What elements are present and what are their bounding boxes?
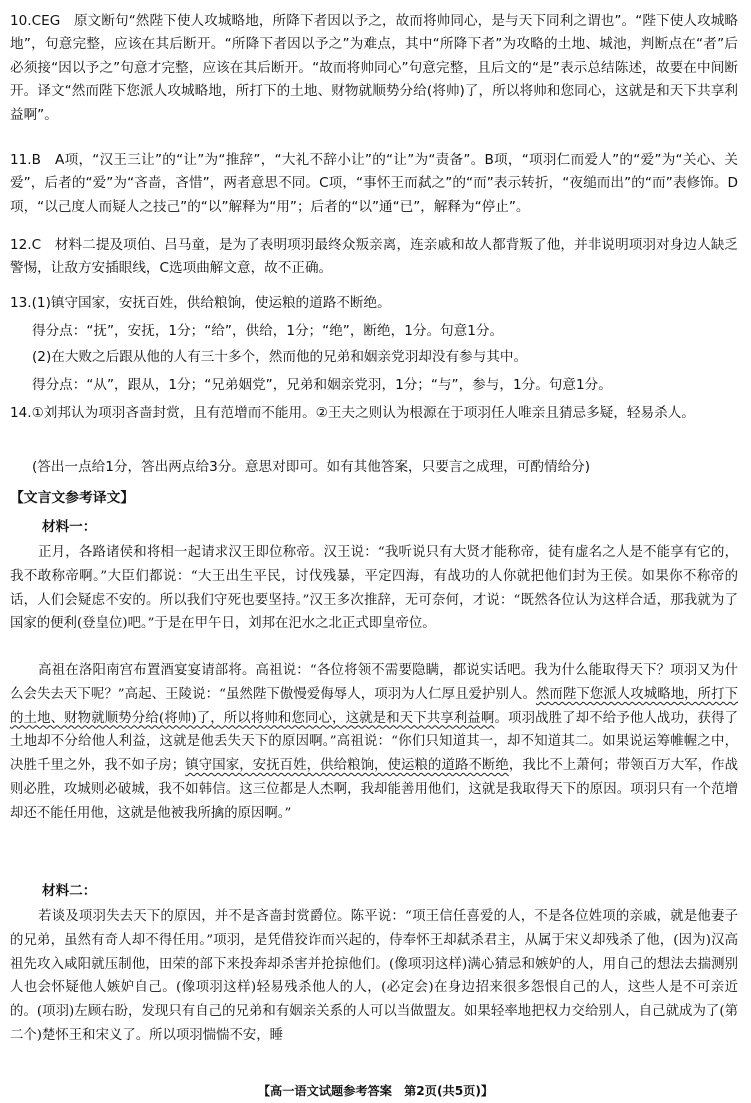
answer-13-1-scoring: 得分点：“抚”，安抚，1分；“给”，供给，1分；“绝”，断绝，1分。句意1分。 [32, 323, 504, 339]
material-1-paragraph-1: 正月，各路诸侯和将相一起请求汉王即位称帝。汉王说：“我听说只有大贤才能称帝，徒有虚名之人是不能享有它的，我不敢称帝啊。”大臣们都说：“大王出生平民，讨伐残暴，平定四海，有战功的人你就把他们封为王侯。如果你不称帝的话，人们会疑虑不安的。所以我们守死也要坚持。”汉王多次推辞，无可奈何，才说：“既然各位认为这样合适，那我就为了国家的便利(登皇位)吧。”于是在甲午日，刘邦在汜水之北正式即皇帝位。 [10, 545, 738, 632]
m1p2-wavy-sentence-2: 镇守国家，安抚百姓，供给粮饷，使运粮的道路不断绝 [185, 758, 509, 774]
material-2-label: 材料二： [42, 883, 97, 899]
material-1-paragraph-2 [10, 659, 738, 826]
answer-13-2: (2)在大败之后跟从他的人有三十多个，然而他的兄弟和姻亲党羽却没有参与其中。 [32, 349, 528, 365]
answer-12: 12.C 材料二提及项伯、吕马童，是为了表明项羽最终众叛亲离，连亲戚和故人都背叛了他，并非说明项羽对身边人缺乏警惕，让敌方安插眼线，C选项曲解文意，故不正确。 [10, 237, 738, 277]
answer-10: 10.CEG 原文断句“然陛下使人攻城略地，所降下者因以予之，故而将帅同心，是与天下同利之谓也”。“陛下使人攻城略地”，句意完整，应该在其后断开。“所降下者因以予之”为难点，其中“所降下者”为攻略的土地、城池，判断点在“者”后必须接“因以予之”句意才完整，应该在其后断开。“故而将帅同心”句意完整，且后文的“是”表示总结陈述，故要在中间断开。译文“然而陛下您派人攻城略地，所打下的土地、财物就顺势分给(将帅)了，所以将帅和您同心，这就是和天下共享利益啊”。 [10, 13, 738, 123]
answer-13-2-scoring: 得分点：“从”，跟从，1分；“兄弟姻党”，兄弟和姻亲党羽，1分；“与”，参与，1分。句意1分。 [32, 377, 612, 393]
m1p2-wavy-sentence-1: 然而陛下您派人攻城略地，所打下的土地、财物就顺势分给(将帅)了，所以将帅和您同心，这就是和天下共享利益啊 [10, 686, 738, 726]
page-footer: 【高一语文试题参考答案 第2页(共5页)】 [257, 1084, 494, 1098]
m1p2-text-a: 高祖在洛阳南宫布置酒宴宴请部将。高祖说：“各位将领不需要隐瞒，都说实话吧。我为什么能取得天下？项羽又为什么会失去天下呢？”高起、王陵说：“虽然陛下傲慢爱侮辱人，项羽为人仁厚且爱护别人。 [10, 663, 738, 702]
material-1-label: 材料一： [42, 519, 97, 535]
answer-11: 11.B A项，“汉王三让”的“让”为“推辞”，“大礼不辞小让”的“让”为“责备”。B项，“项羽仁而爱人”的“爱”为“关心、关爱”，后者的“爱”为“吝啬，吝惜”，两者意思不同。C项，“事怀王而弑之”的“而”表示转折，“夜缒而出”的“而”表修饰。D项，“以己度人而疑人之技己”的“以”解释为“用”；后者的“以”通“已”，解释为“停止”。 [10, 152, 738, 215]
m1p2-text-b: 。项羽战胜了却不给予他人战功，获得了土地却不分给他人利益，这就是他丢失天下的原因啊。”高祖说：“你们只知道其一，却不知道其二。如果说运筹帷幄之中，决胜千里之外，我不如子房； [10, 710, 738, 774]
m1p2-text-c: ，我比不上萧何；带领百万大军，作战则必胜，攻城则必破城，我不如韩信。这三位都是人杰啊，我却能善用他们，这就是我取得天下的原因。项羽只有一个范增却还不能任用他，这就是他被我所擒的原因啊。” [10, 758, 739, 821]
answer-14: 14.①刘邦认为项羽吝啬封赏，且有范增而不能用。②王夫之则认为根源在于项羽任人唯亲且猜忌多疑，轻易杀人。 [10, 405, 695, 421]
material-2-paragraph-1: 若谈及项羽失去天下的原因，并不是吝啬封赏爵位。陈平说：“项王信任喜爱的人，不是各位姓项的亲戚，就是他妻子的兄弟，虽然有奇人却不得任用。”项羽，是凭借狡诈而兴起的，侍奉怀王却弑杀君主，从属于宋义却残杀了他，(因为)汉高祖先攻入咸阳就压制他，田荣的部下来投奔却杀害并抢掠他们。(像项羽这样)满心猜忌和嫉妒的人，用自己的想法去揣测别人也会怀疑他人嫉妒自己。(像项羽这样)轻易残杀他人的人，(必定会)在身边招来很多怨恨自己的人，这些人是不可亲近的。(项羽)左顾右盼，发现只有自己的兄弟和有姻亲关系的人可以当做盟友。如果轻率地把权力交给别人，自己就成为了(第二个)楚怀王和宋义了。所以项羽惴惴不安，睡 [10, 909, 738, 1043]
answer-13-1: 13.(1)镇守国家，安抚百姓，供给粮饷，使运粮的道路不断绝。 [10, 295, 391, 311]
answer-14-scoring: (答出一点给1分，答出两点给3分。意思对即可。如有其他答案，只要言之成理，可酌情给分) [32, 459, 591, 475]
translation-heading: 【文言文参考译文】 [10, 490, 135, 506]
